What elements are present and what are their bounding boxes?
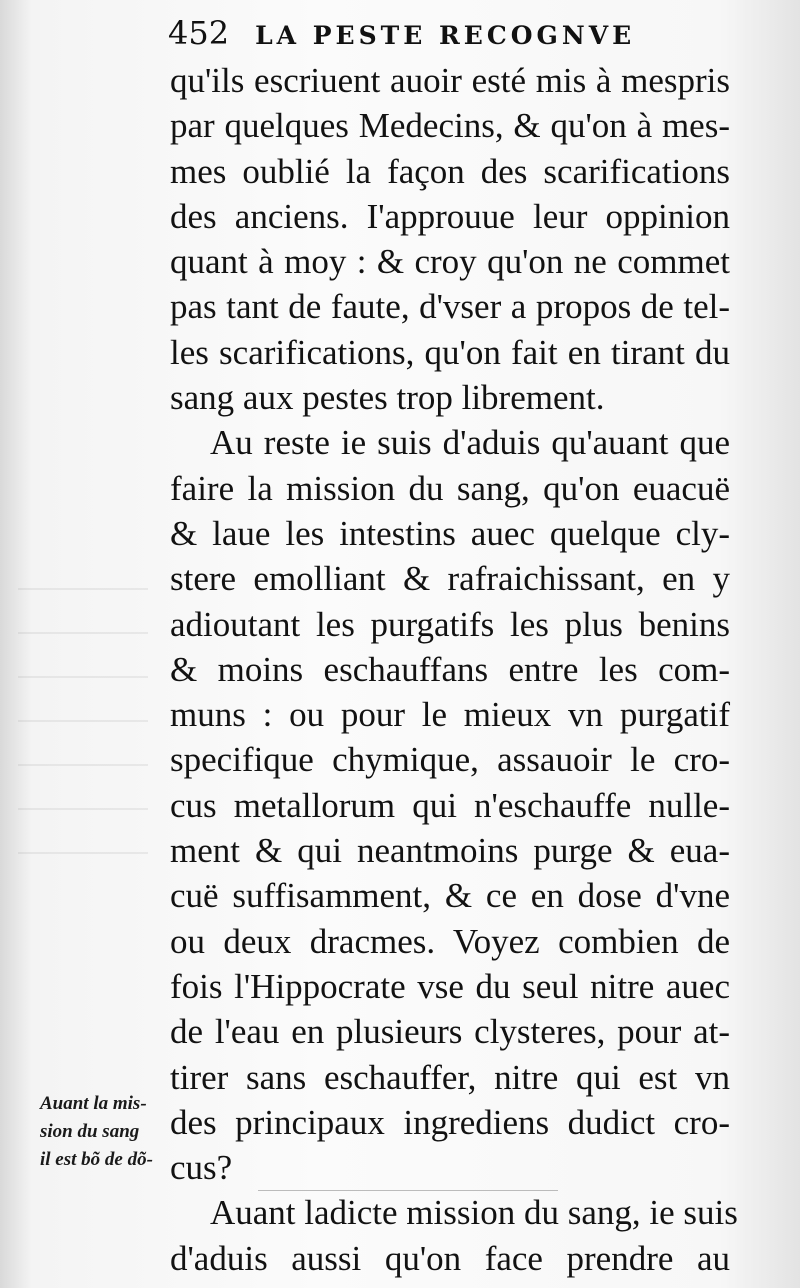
text-line: cuë suffisamment, & ce en dose d'vne (170, 876, 730, 916)
text-line: de l'eau en plusieurs clysteres, pour at- (170, 1012, 730, 1052)
text-line: mes oublié la façon des scarifications (170, 151, 730, 191)
text-line: tirer sans eschauffer, nitre qui est vn (170, 1057, 730, 1097)
text-line: d'aduis aussi qu'on face prendre au (170, 1238, 730, 1278)
text-line: cus? (170, 1148, 233, 1188)
text-line: des principaux ingrediens dudict cro- (170, 1102, 730, 1142)
marginal-note-line: Auant la mis- (40, 1093, 147, 1114)
text-line: Auant ladicte mission du sang, ie suis (210, 1193, 738, 1233)
marginal-note (40, 1090, 180, 1174)
text-line: adioutant les purgatifs les plus benins (170, 604, 730, 644)
text-line: ment & qui neantmoins purge & eua- (170, 831, 730, 871)
text-line: muns : ou pour le mieux vn purgatif (170, 695, 730, 735)
text-line: sang aux pestes trop librement. (170, 378, 605, 418)
text-line: par quelques Medecins, & qu'on à mes- (170, 106, 730, 146)
body-text (170, 58, 738, 1281)
text-line: Au reste ie suis d'aduis qu'auant que (210, 423, 730, 463)
text-line: pas tant de faute, d'vser a propos de tel- (170, 287, 730, 327)
bottom-rule (258, 1190, 558, 1191)
text-line: faire la mission du sang, qu'on euacuë (170, 468, 730, 508)
text-line: stere emolliant & rafraichissant, en y (170, 559, 730, 599)
text-line: & moins eschauffans entre les com- (170, 649, 730, 689)
text-line: ou deux dracmes. Voyez combien de (170, 921, 730, 961)
text-line: specifique chymique, assauoir le cro- (170, 740, 730, 780)
page-number: 452 (168, 14, 230, 52)
text-line: fois l'Hippocrate vse du seul nitre auec (170, 966, 730, 1006)
text-line: des anciens. I'approuue leur oppinion (170, 196, 730, 236)
text-line: cus metallorum qui n'eschauffe nulle- (170, 785, 730, 825)
running-title: LA PESTE RECOGNVE (255, 21, 636, 50)
running-head (168, 14, 748, 60)
text-line: les scarifications, qu'on fait en tirant du (170, 332, 730, 372)
show-through-bleed (18, 560, 148, 860)
text-line: & laue les intestins auec quelque cly- (170, 513, 730, 553)
marginal-note-line: sion du sang (40, 1121, 140, 1142)
text-line: qu'ils escriuent auoir esté mis à mespris (170, 61, 730, 100)
marginal-note-line: il est bõ de dõ- (40, 1149, 153, 1170)
text-line: quant à moy : & croy qu'on ne commet (170, 242, 730, 282)
